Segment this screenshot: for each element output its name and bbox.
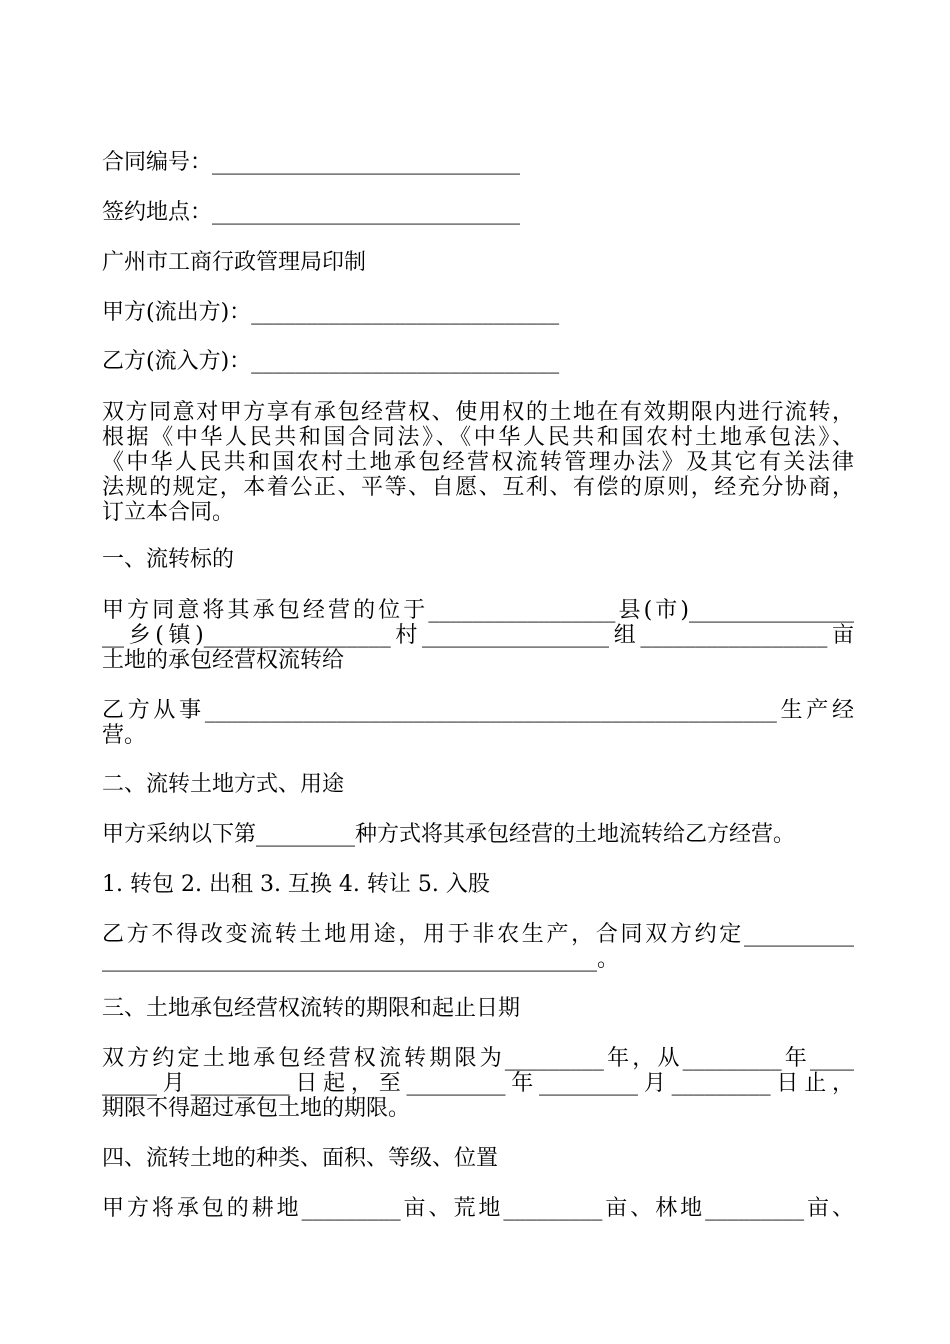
section-1-line-3: 土地的承包经营权流转给 bbox=[102, 648, 345, 673]
section-3-line-3: 期限不得超过承包土地的期限。 bbox=[102, 1096, 411, 1121]
section-3-line-2: _____月_________日起，至_________年_________月_________日止， bbox=[102, 1071, 854, 1096]
signing-place-line: 签约地点：____________________________ bbox=[102, 200, 521, 225]
section-2-line-3: _____________________________________________。 bbox=[102, 947, 620, 972]
section-4-heading: 四、流转土地的种类、面积、等级、位置 bbox=[102, 1146, 499, 1171]
preamble-line-3: 《中华人民共和国农村土地承包经营权流转管理办法》及其它有关法律 bbox=[102, 450, 854, 475]
preamble-line-1: 双方同意对甲方享有承包经营权、使用权的土地在有效期限内进行流转， bbox=[102, 400, 854, 425]
preamble-line-5: 订立本合同。 bbox=[102, 500, 235, 525]
section-4-line-1: 甲方将承包的耕地_________亩、荒地_________亩、林地_________亩、 bbox=[102, 1196, 854, 1221]
section-2-line-1: 甲方采纳以下第_________种方式将其承包经营的土地流转给乙方经营。 bbox=[102, 822, 796, 847]
section-2-options: 1. 转包 2. 出租 3. 互换 4. 转让 5. 入股 bbox=[102, 872, 490, 897]
section-1-line-4: 乙方从事____________________________________________________生产经 bbox=[102, 698, 854, 723]
section-1-heading: 一、流转标的 bbox=[102, 547, 235, 572]
contract-number-line: 合同编号：____________________________ bbox=[102, 150, 521, 175]
section-2-line-2: 乙方不得改变流转土地用途，用于非农生产，合同双方约定__________ bbox=[102, 922, 854, 947]
section-3-line-1: 双方约定土地承包经营权流转期限为_________年，从_________年____ bbox=[102, 1046, 854, 1071]
preamble-line-2: 根据《中华人民共和国合同法》、《中华人民共和国农村土地承包法》、 bbox=[102, 425, 854, 450]
party-b-line: 乙方(流入方)：____________________________ bbox=[102, 349, 560, 374]
section-3-heading: 三、土地承包经营权流转的期限和起止日期 bbox=[102, 996, 521, 1021]
section-1-line-2: __乡(镇)_________________村_________________组_________________亩 bbox=[102, 623, 854, 648]
section-1-line-5: 营。 bbox=[102, 723, 147, 748]
preamble-line-4: 法规的规定，本着公正、平等、自愿、互利、有偿的原则，经充分协商， bbox=[102, 475, 854, 500]
section-1-line-1: 甲方同意将其承包经营的位于_________________县(市)_______________ bbox=[102, 598, 854, 623]
printed-by-line: 广州市工商行政管理局印制 bbox=[102, 250, 367, 275]
party-a-line: 甲方(流出方)：____________________________ bbox=[102, 300, 560, 325]
section-2-heading: 二、流转土地方式、用途 bbox=[102, 772, 345, 797]
